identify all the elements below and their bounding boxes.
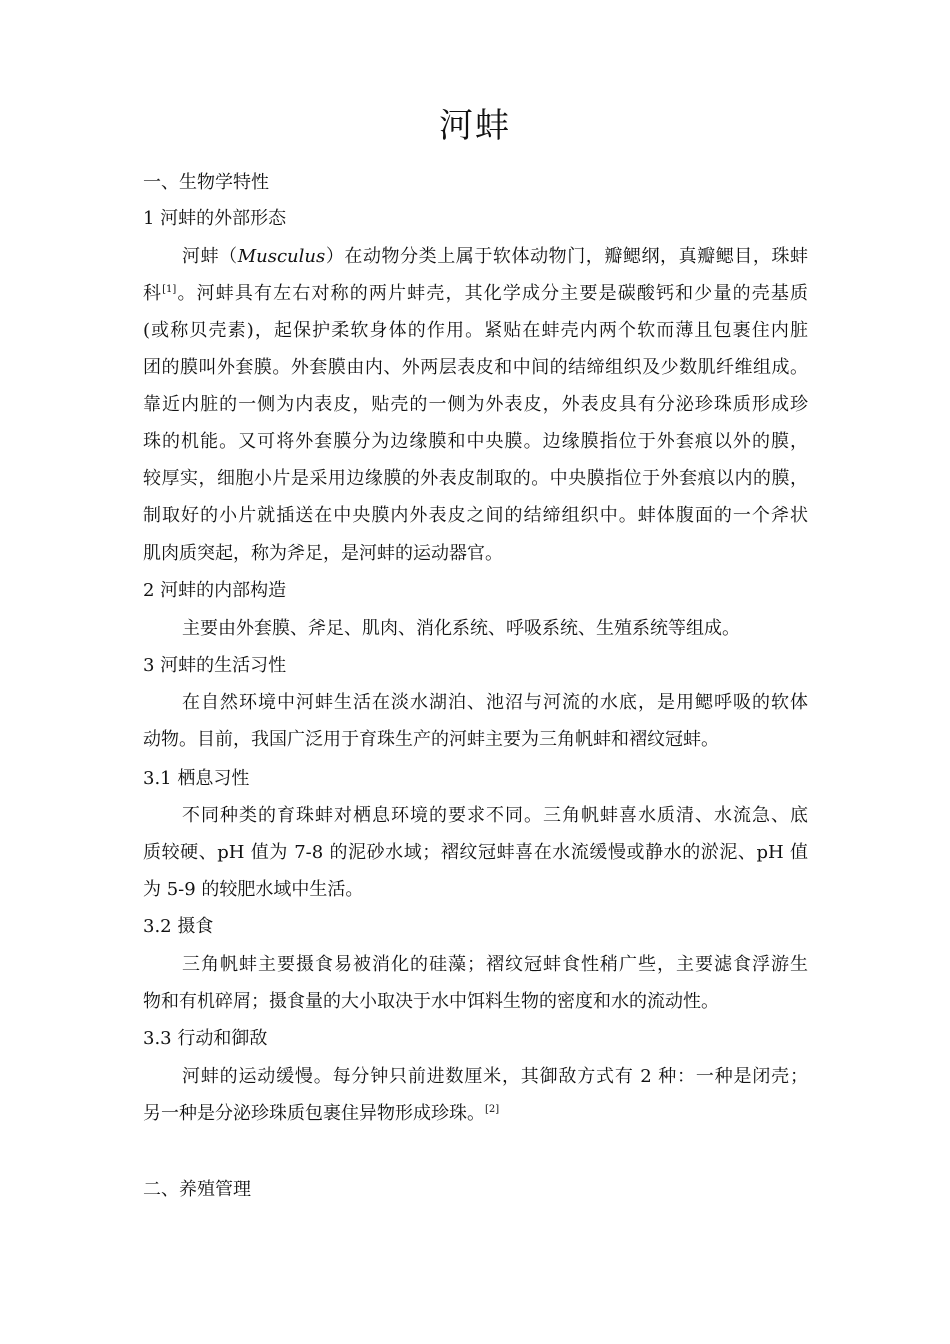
paragraph-line: 质较硬、pH 值为 7-8 的泥砂水域；褶纹冠蚌喜在水流缓慢或静水的淤泥、pH 值 (143, 842, 808, 863)
paragraph-line: 制取好的小片就插送在中央膜内外表皮之间的结缔组织中。蚌体腹面的一个斧状 (143, 505, 808, 526)
paragraph-line: 动物。目前，我国广泛用于育珠生产的河蚌主要为三角帆蚌和褶纹冠蚌。 (143, 729, 719, 750)
paragraph-line: 靠近内脏的一侧为内表皮，贴壳的一侧为外表皮，外表皮具有分泌珍珠质形成珍 (143, 394, 808, 415)
subsection-heading-3-2: 3.2 摄食 (143, 916, 214, 937)
section-heading-2: 二、养殖管理 (143, 1179, 251, 1200)
paragraph-line: 主要由外套膜、斧足、肌肉、消化系统、呼吸系统、生殖系统等组成。 (182, 618, 740, 639)
paragraph-line: 为 5-9 的较肥水域中生活。 (143, 879, 364, 900)
subsection-heading-1-2: 2 河蚌的内部构造 (143, 580, 287, 601)
paragraph-line: 珠的机能。又可将外套膜分为边缘膜和中央膜。边缘膜指位于外套痕以外的膜， (143, 431, 808, 452)
page-title: 河蚌 (439, 106, 511, 146)
paragraph-line: 团的膜叫外套膜。外套膜由内、外两层表皮和中间的结缔组织及少数肌纤维组成。 (143, 357, 808, 378)
citation-ref: [2] (485, 1104, 500, 1115)
subsection-heading-1-3: 3 河蚌的生活习性 (143, 655, 287, 676)
paragraph-line: (或称贝壳素)，起保护柔软身体的作用。紧贴在蚌壳内两个软而薄且包裹住内脏 (143, 320, 808, 341)
subsection-heading-1-1: 1 河蚌的外部形态 (143, 208, 287, 229)
paragraph-line: 肌肉质突起，称为斧足，是河蚌的运动器官。 (143, 543, 503, 564)
subsection-heading-3-3: 3.3 行动和御敌 (143, 1028, 268, 1049)
paragraph-line: 不同种类的育珠蚌对栖息环境的要求不同。三角帆蚌喜水质清、水流急、底 (182, 805, 808, 826)
paragraph-line: 物和有机碎屑；摄食量的大小取决于水中饵料生物的密度和水的流动性。 (143, 991, 719, 1012)
paragraph-line: 三角帆蚌主要摄食易被消化的硅藻；褶纹冠蚌食性稍广些，主要滤食浮游生 (182, 954, 808, 975)
paragraph-line: 较厚实，细胞小片是采用边缘膜的外表皮制取的。中央膜指位于外套痕以内的膜， (143, 468, 808, 489)
paragraph-line: 河蚌（Musculus）在动物分类上属于软体动物门，瓣鳃纲，真瓣鳃目，珠蚌 (182, 246, 809, 267)
latin-name: Musculus (237, 246, 326, 267)
subsection-heading-3-1: 3.1 栖息习性 (143, 768, 250, 789)
citation-ref: [1] (162, 284, 177, 295)
paragraph-line: 在自然环境中河蚌生活在淡水湖泊、池沼与河流的水底，是用鳃呼吸的软体 (182, 692, 808, 713)
paragraph-line: 河蚌的运动缓慢。每分钟只前进数厘米，其御敌方式有 2 种：一种是闭壳； (182, 1066, 808, 1087)
paragraph-line: 另一种是分泌珍珠质包裹住异物形成珍珠。[2] (143, 1103, 500, 1124)
paragraph-line: 科[1]。河蚌具有左右对称的两片蚌壳，其化学成分主要是碳酸钙和少量的壳基质 (143, 283, 809, 304)
section-heading-1: 一、生物学特性 (143, 172, 269, 193)
